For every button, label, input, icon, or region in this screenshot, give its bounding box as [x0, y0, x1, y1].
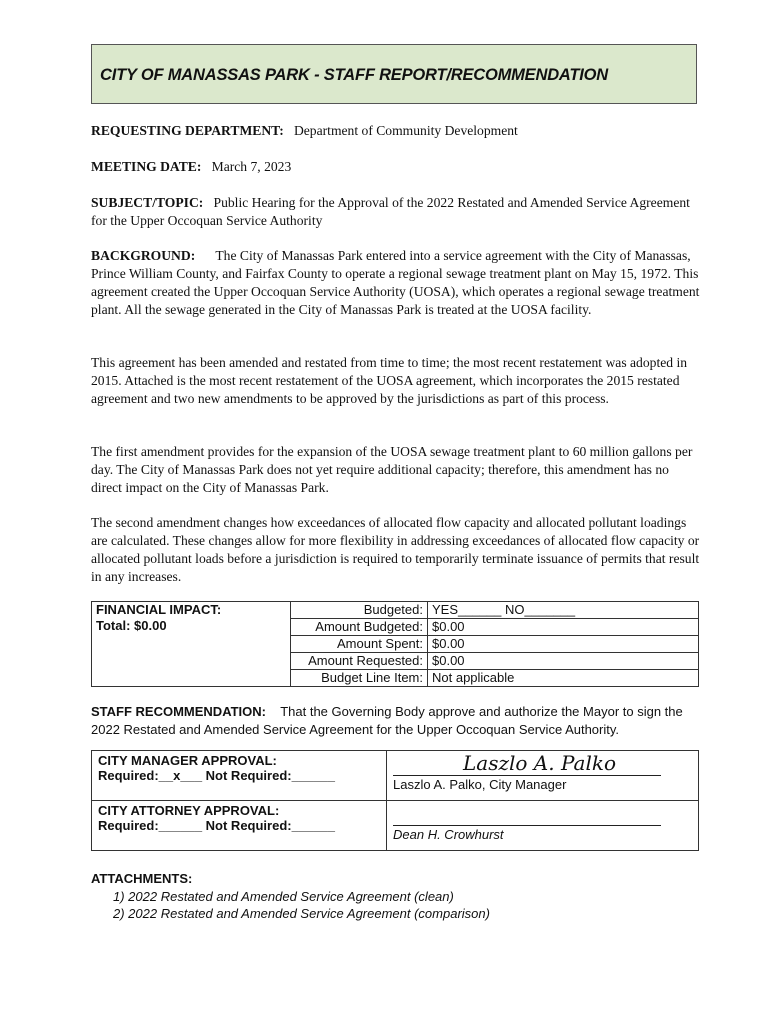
background-label: BACKGROUND: [91, 248, 196, 263]
requesting-department [91, 122, 711, 140]
staff-recommendation [91, 703, 703, 738]
attachment-item: 2) 2022 Restated and Amended Service Agreement (comparison) [113, 906, 490, 921]
meeting-date-value: March 7, 2023 [211, 159, 292, 174]
financial-impact-table [91, 601, 699, 687]
financial-row-value: $0.00 [428, 619, 699, 636]
city-attorney-name: Dean H. Crowhurst [393, 827, 504, 842]
financial-row-key: Budgeted: [291, 602, 428, 619]
city-attorney-approval-cell [92, 801, 387, 851]
financial-row-key: Amount Spent: [291, 636, 428, 653]
financial-row-key: Budget Line Item: [291, 670, 428, 687]
background-paragraph-3: The first amendment provides for the expansion of the UOSA sewage treatment plant to 60 million gallons per day. The City of Manassas Park does not yet require additional capacity; therefore, this amendment has no direct impact on the City of Manassas Park. [91, 444, 693, 495]
city-manager-required: Required:__x___ Not Required:______ [98, 768, 335, 783]
city-attorney-approval-label: CITY ATTORNEY APPROVAL: [98, 803, 280, 818]
subject-label: SUBJECT/TOPIC: [91, 195, 204, 210]
financial-row-value: $0.00 [428, 636, 699, 653]
city-attorney-required: Required:______ Not Required:______ [98, 818, 335, 833]
financial-row-key: Amount Budgeted: [291, 619, 428, 636]
financial-row-value: $0.00 [428, 653, 699, 670]
staff-recommendation-label: STAFF RECOMMENDATION: [91, 704, 266, 719]
signature-line [393, 803, 661, 826]
city-attorney-signature-cell [387, 801, 699, 851]
financial-row-value: Not applicable [428, 670, 699, 687]
meeting-date-label: MEETING DATE: [91, 159, 202, 174]
attachments-label: ATTACHMENTS: [91, 871, 193, 886]
background-paragraph-1 [91, 247, 703, 319]
requesting-department-label: REQUESTING DEPARTMENT: [91, 123, 284, 138]
subject-topic [91, 194, 701, 230]
financial-impact-cell [92, 602, 291, 687]
attachment-item: 1) 2022 Restated and Amended Service Agreement (clean) [113, 888, 454, 904]
staff-recommendation-value: That the Governing Body approve and authorize the Mayor to sign the 2022 Restated and Amended Service Agreement for the Upper Occoquan Service Authority. [91, 704, 683, 737]
subject-value: Public Hearing for the Approval of the 2022 Restated and Amended Service Agreement for the Upper Occoquan Service Authority [91, 195, 690, 228]
city-manager-name: Laszlo A. Palko, City Manager [393, 777, 567, 792]
report-title: CITY OF MANASSAS PARK - STAFF REPORT/RECOMMENDATION [100, 66, 609, 84]
financial-row-key: Amount Requested: [291, 653, 428, 670]
city-manager-approval-label: CITY MANAGER APPROVAL: [98, 753, 277, 768]
financial-impact-label: FINANCIAL IMPACT: [96, 602, 222, 617]
background-paragraph-2: This agreement has been amended and restated from time to time; the most recent restatement was adopted in 2015. Attached is the most recent restatement of the UOSA agreement, which incorporates the 2015 restated agreement and two new amendments to be approved by the jurisdictions as part of this process. [91, 355, 688, 406]
city-manager-signature-cell [387, 751, 699, 801]
meeting-date [91, 158, 711, 176]
signature-line [393, 753, 661, 776]
requesting-department-value: Department of Community Development [293, 123, 518, 138]
background-paragraph-4: The second amendment changes how exceedances of allocated flow capacity and allocated pollutant loadings are calculated. These changes allow for more flexibility in addressing exceedances of allocated flow capacity or allocated pollutant loads before a jurisdiction is required to temporarily terminate issuance of permits that result in any increases. [91, 515, 700, 584]
approvals-table [91, 750, 699, 851]
background-text-1: The City of Manassas Park entered into a service agreement with the City of Manassas, Prince William County, and Fairfax County to operate a regional sewage treatment plant on May 15, 1972. This agreement created the Upper Occoquan Service Authority (UOSA), which operates a regional sewage treatment plant. All the sewage generated in the City of Manassas Park is treated at the UOSA facility. [91, 248, 700, 317]
report-title-banner [91, 44, 697, 104]
city-manager-approval-cell [92, 751, 387, 801]
city-manager-signature: Laszlo A. Palko [463, 751, 616, 775]
financial-row-value: YES______ NO_______ [428, 602, 699, 619]
attachments [91, 870, 490, 923]
financial-total: Total: $0.00 [96, 618, 167, 633]
